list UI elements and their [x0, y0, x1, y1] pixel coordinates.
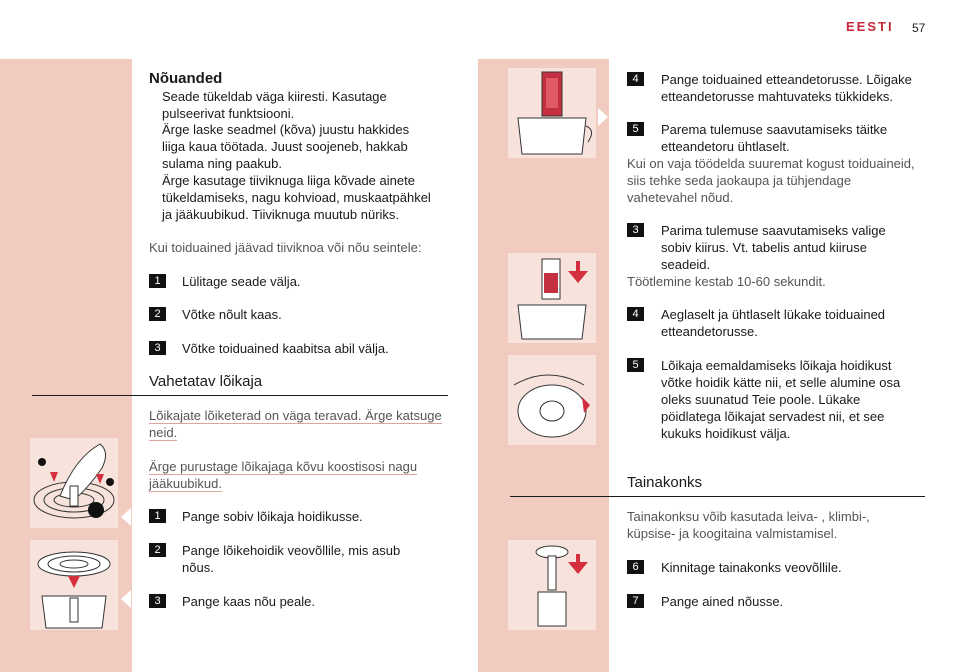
- food-processor-icon: [30, 540, 118, 630]
- pusher-icon: [508, 253, 596, 343]
- step-number: 3: [627, 223, 644, 237]
- step-text: Pange kaas nõu peale.: [182, 594, 315, 609]
- blade-holder-icon: [30, 438, 118, 528]
- tips-item-2: Ärge laske seadmel (kõva) juustu hakkides liiga kaua töötada. Juust soojeneb, hakkab sulama ning paakub.: [162, 122, 410, 171]
- pointer-arrow: [121, 508, 131, 526]
- step-text: Aeglaselt ja ühtlaselt lükake toiduained etteandetorusse.: [661, 307, 886, 339]
- bulk-note: Kui on vaja töödelda suuremat kogust toiduaineid, siis tehke seda jaokaupa ja tühjendage vahetevahel nõud.: [627, 156, 915, 205]
- blade-warning-2: Ärge purustage lõikajaga kõvu koostisosi nagu jääkuubikud.: [149, 459, 418, 491]
- step-number: 2: [149, 307, 166, 321]
- pusher-illustration: [508, 253, 596, 343]
- dough-hook-illustration: [508, 540, 596, 630]
- feed-tube-icon: [508, 68, 596, 158]
- feed-tube-illustration: [508, 68, 596, 158]
- step-text: Pange ained nõusse.: [661, 594, 784, 609]
- step-text: Pange toiduained etteandetorusse. Lõigake etteandetorusse mahtuvateks tükkideks.: [661, 72, 912, 104]
- step-number: 1: [149, 509, 166, 523]
- tips-item-1: Seade tükeldab väga kiiresti. Kasutage pulseerivat funktsiooni.: [162, 89, 387, 121]
- sticky-note: Kui toiduained jäävad tiiviknoa või nõu seintele:: [149, 240, 422, 255]
- tips-item-3: Ärge kasutage tiiviknuga liiga kõvade ainete tükeldamiseks, nagu kohvioad, muskaatpähkel ja jääkuubikud. Tiiviknuga muutub nüriks.: [162, 173, 431, 222]
- step-text: Lülitage seade välja.: [182, 274, 301, 289]
- step-number: 6: [627, 560, 644, 574]
- tips-title: Nõuanded: [149, 70, 223, 87]
- pointer-arrow: [598, 108, 608, 126]
- page-number: 57: [912, 21, 926, 35]
- step-text: Pange sobiv lõikaja hoidikusse.: [182, 509, 363, 524]
- step-number: 5: [627, 122, 644, 136]
- language-label: EESTI: [846, 19, 894, 34]
- step-text: Parima tulemuse saavutamiseks valige sobiv kiirus. Vt. tabelis antud kiiruse seadeid.: [661, 223, 886, 272]
- dough-section-title: Tainakonks: [627, 474, 703, 491]
- step-text: Võtke toiduained kaabitsa abil välja.: [182, 341, 389, 356]
- pointer-arrow: [121, 590, 131, 608]
- step-text: Pange lõikehoidik veovõllile, mis asub nõus.: [182, 543, 401, 575]
- step-text: Parema tulemuse saavutamiseks täitke etteandetoru ühtlaselt.: [661, 122, 888, 154]
- section-rule: [510, 496, 925, 497]
- step-number: 1: [149, 274, 166, 288]
- step-number: 7: [627, 594, 644, 608]
- step-number: 3: [149, 594, 166, 608]
- lid-illustration: [30, 540, 118, 630]
- blade-warning-1: Lõikajate lõiketerad on väga teravad. Ärge katsuge neid.: [149, 408, 442, 440]
- step-number: 5: [627, 358, 644, 372]
- step-number: 2: [149, 543, 166, 557]
- blade-holder-illustration: [30, 438, 118, 528]
- duration-note: Töötlemine kestab 10-60 sekundit.: [627, 274, 826, 289]
- step-number: 4: [627, 72, 644, 86]
- blade-section-title: Vahetatav lõikaja: [149, 373, 263, 390]
- step-text: Lõikaja eemaldamiseks lõikaja hoidikust võtke hoidik kätte nii, et selle alumine osa oleks suunatud Teie poole. Lükake pöidlatega lõikajat servadest nii, et see kukuks hoidikust välja.: [661, 358, 901, 441]
- step-number: 4: [627, 307, 644, 321]
- step-text: Kinnitage tainakonks veovõllile.: [661, 560, 842, 575]
- step-number: 3: [149, 341, 166, 355]
- dough-hook-icon: [508, 540, 596, 630]
- section-rule: [32, 395, 448, 396]
- hand-blade-icon: [508, 355, 596, 445]
- remove-blade-illustration: [508, 355, 596, 445]
- dough-intro: Tainakonksu võib kasutada leiva- , klimbi-, küpsise- ja koogitaina valmistamisel.: [627, 509, 870, 541]
- step-text: Võtke nõult kaas.: [182, 307, 282, 322]
